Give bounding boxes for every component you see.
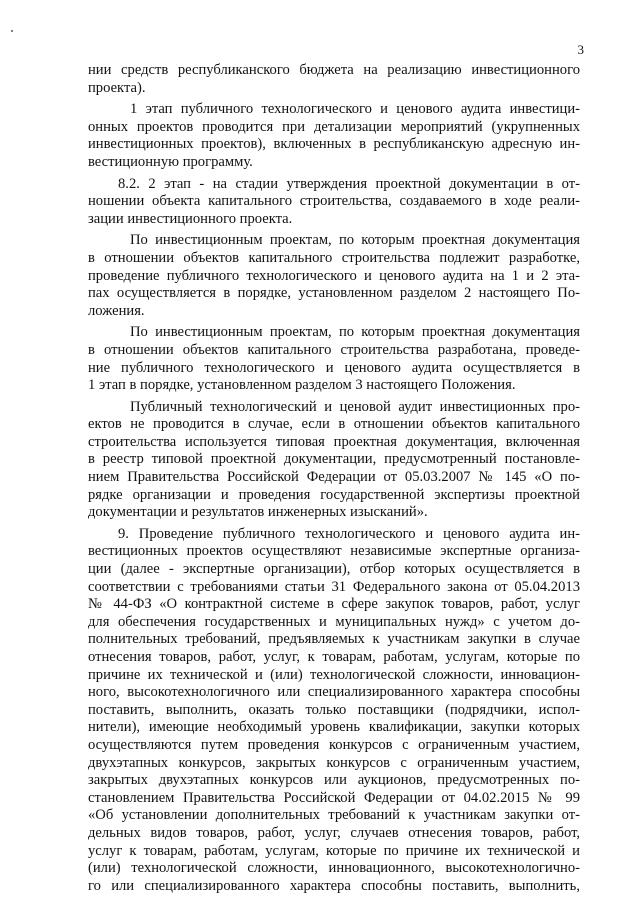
text-line: двухэтапных конкурсов, закрытых конкурсов с ограниченным участием, <box>88 754 580 771</box>
text-line: Публичный технологический и ценовой аудит инвестиционных про- <box>130 398 580 415</box>
text-line: вестиционных проектов осуществляют независимые экспертные организа- <box>88 543 580 560</box>
text-line: нием Правительства Российской Федерации от 05.03.2007 № 145 «О по- <box>88 469 580 486</box>
text-line: причине их технической и (или) технологической сложности, инновацион- <box>88 666 580 683</box>
text-line: полнительных требований, предъявляемых к участникам закупки в случае <box>88 631 580 648</box>
text-line: ции (далее - экспертные организации), отбор которых осуществляется в <box>88 561 580 578</box>
text-line: 8.2. 2 этап - на стадии утверждения проектной документации в от- <box>118 175 580 192</box>
paragraph <box>88 62 580 97</box>
text-line: № 44-ФЗ «О контрактной системе в сфере закупок товаров, работ, услуг <box>88 596 580 613</box>
text-line: проекта). <box>88 79 146 96</box>
text-line: зации инвестиционного проекта. <box>88 210 293 227</box>
text-line: отнесения товаров, работ, услуг, к товарам, работам, услугам, которые по <box>88 649 580 665</box>
text-line: ние публичного технологического и ценового аудита осуществляется в <box>88 359 580 376</box>
text-line: (или) технологической сложности, инновационного, высокотехнологично- <box>88 860 580 877</box>
text-line: в реестр типовой проектной документации, предусмотренный постановле- <box>88 451 580 468</box>
text-line: строительства используется типовая проектная документация, включенная <box>88 433 580 450</box>
text-line: 9. Проведение публичного технологического и ценового аудита ин- <box>118 525 580 542</box>
text-line: ношении объекта капитального строительства, создаваемого в ходе реали- <box>88 193 580 210</box>
text-line: нители), имеющие необходимый уровень квалификации, закупки которых <box>88 719 580 736</box>
text-line: для обеспечения государственных и муниципальных нужд» с учетом до- <box>88 613 580 630</box>
page-number: 3 <box>577 42 584 57</box>
text-line: поставить, выполнить, оказать только поставщики (подрядчики, испол- <box>88 701 580 718</box>
text-line: нии средств республиканского бюджета на реализацию инвестиционного <box>88 62 580 78</box>
document-body <box>88 62 580 895</box>
text-line: в отношении объектов капитального строительства подлежит разработке, <box>88 249 580 266</box>
text-line: По инвестиционным проектам, по которым проектная документация <box>130 324 580 341</box>
text-line: рядке организации и проведения государственной экспертизы проектной <box>88 486 580 503</box>
paragraph <box>88 399 580 522</box>
text-line: инвестиционных проектов), включенных в республиканскую адресную ин- <box>88 136 580 153</box>
paragraph <box>88 232 580 320</box>
text-line: 1 этап публичного технологического и ценового аудита инвестици- <box>130 101 580 118</box>
paragraph <box>88 176 580 229</box>
text-line: го или специализированного характера способны поставить, выполнить, <box>88 877 580 894</box>
text-line: в отношении объектов капитального строительства разработана, проведе- <box>88 341 580 358</box>
text-line: онных проектов проводится при детализации мероприятий (укрупненных <box>88 118 580 135</box>
text-line: дельных видов товаров, работ, услуг, случаев отнесения товаров, работ, <box>88 824 580 841</box>
text-line: ложения. <box>88 302 145 319</box>
text-line: осуществляются путем проведения конкурсов с ограниченным участием, <box>88 736 580 753</box>
text-line: ектов не проводится в случае, если в отношении объектов капитального <box>88 416 580 433</box>
text-line: документации и результатов инженерных изысканий». <box>88 504 428 521</box>
text-line: По инвестиционным проектам, по которым проектная документация <box>130 232 580 249</box>
scan-speck <box>11 30 13 32</box>
text-line: становлением Правительства Российской Федерации от 04.02.2015 № 99 <box>88 789 580 806</box>
text-line: закрытых двухэтапных конкурсов или аукционов, предусмотренных по- <box>88 772 580 789</box>
text-line: проведение публичного технологического и ценового аудита на 1 и 2 эта- <box>88 267 580 284</box>
text-line: «Об установлении дополнительных требований к участникам закупки от- <box>88 807 580 824</box>
text-line: соответствии с требованиями статьи 31 Федерального закона от 05.04.2013 <box>88 578 580 595</box>
paragraph <box>88 324 580 394</box>
text-line: ного, высокотехнологичного или специализированного характера способны <box>88 684 580 701</box>
text-line: вестиционную программу. <box>88 153 253 170</box>
text-line: пах осуществляется в порядке, установленном разделом 2 настоящего По- <box>88 285 580 302</box>
text-line: услуг к товарам, работам, услугам, которые по причине их технической и <box>88 842 580 859</box>
paragraph <box>88 101 580 171</box>
text-line: 1 этап в порядке, установленном разделом 3 настоящего Положения. <box>88 377 516 394</box>
paragraph <box>88 526 580 895</box>
